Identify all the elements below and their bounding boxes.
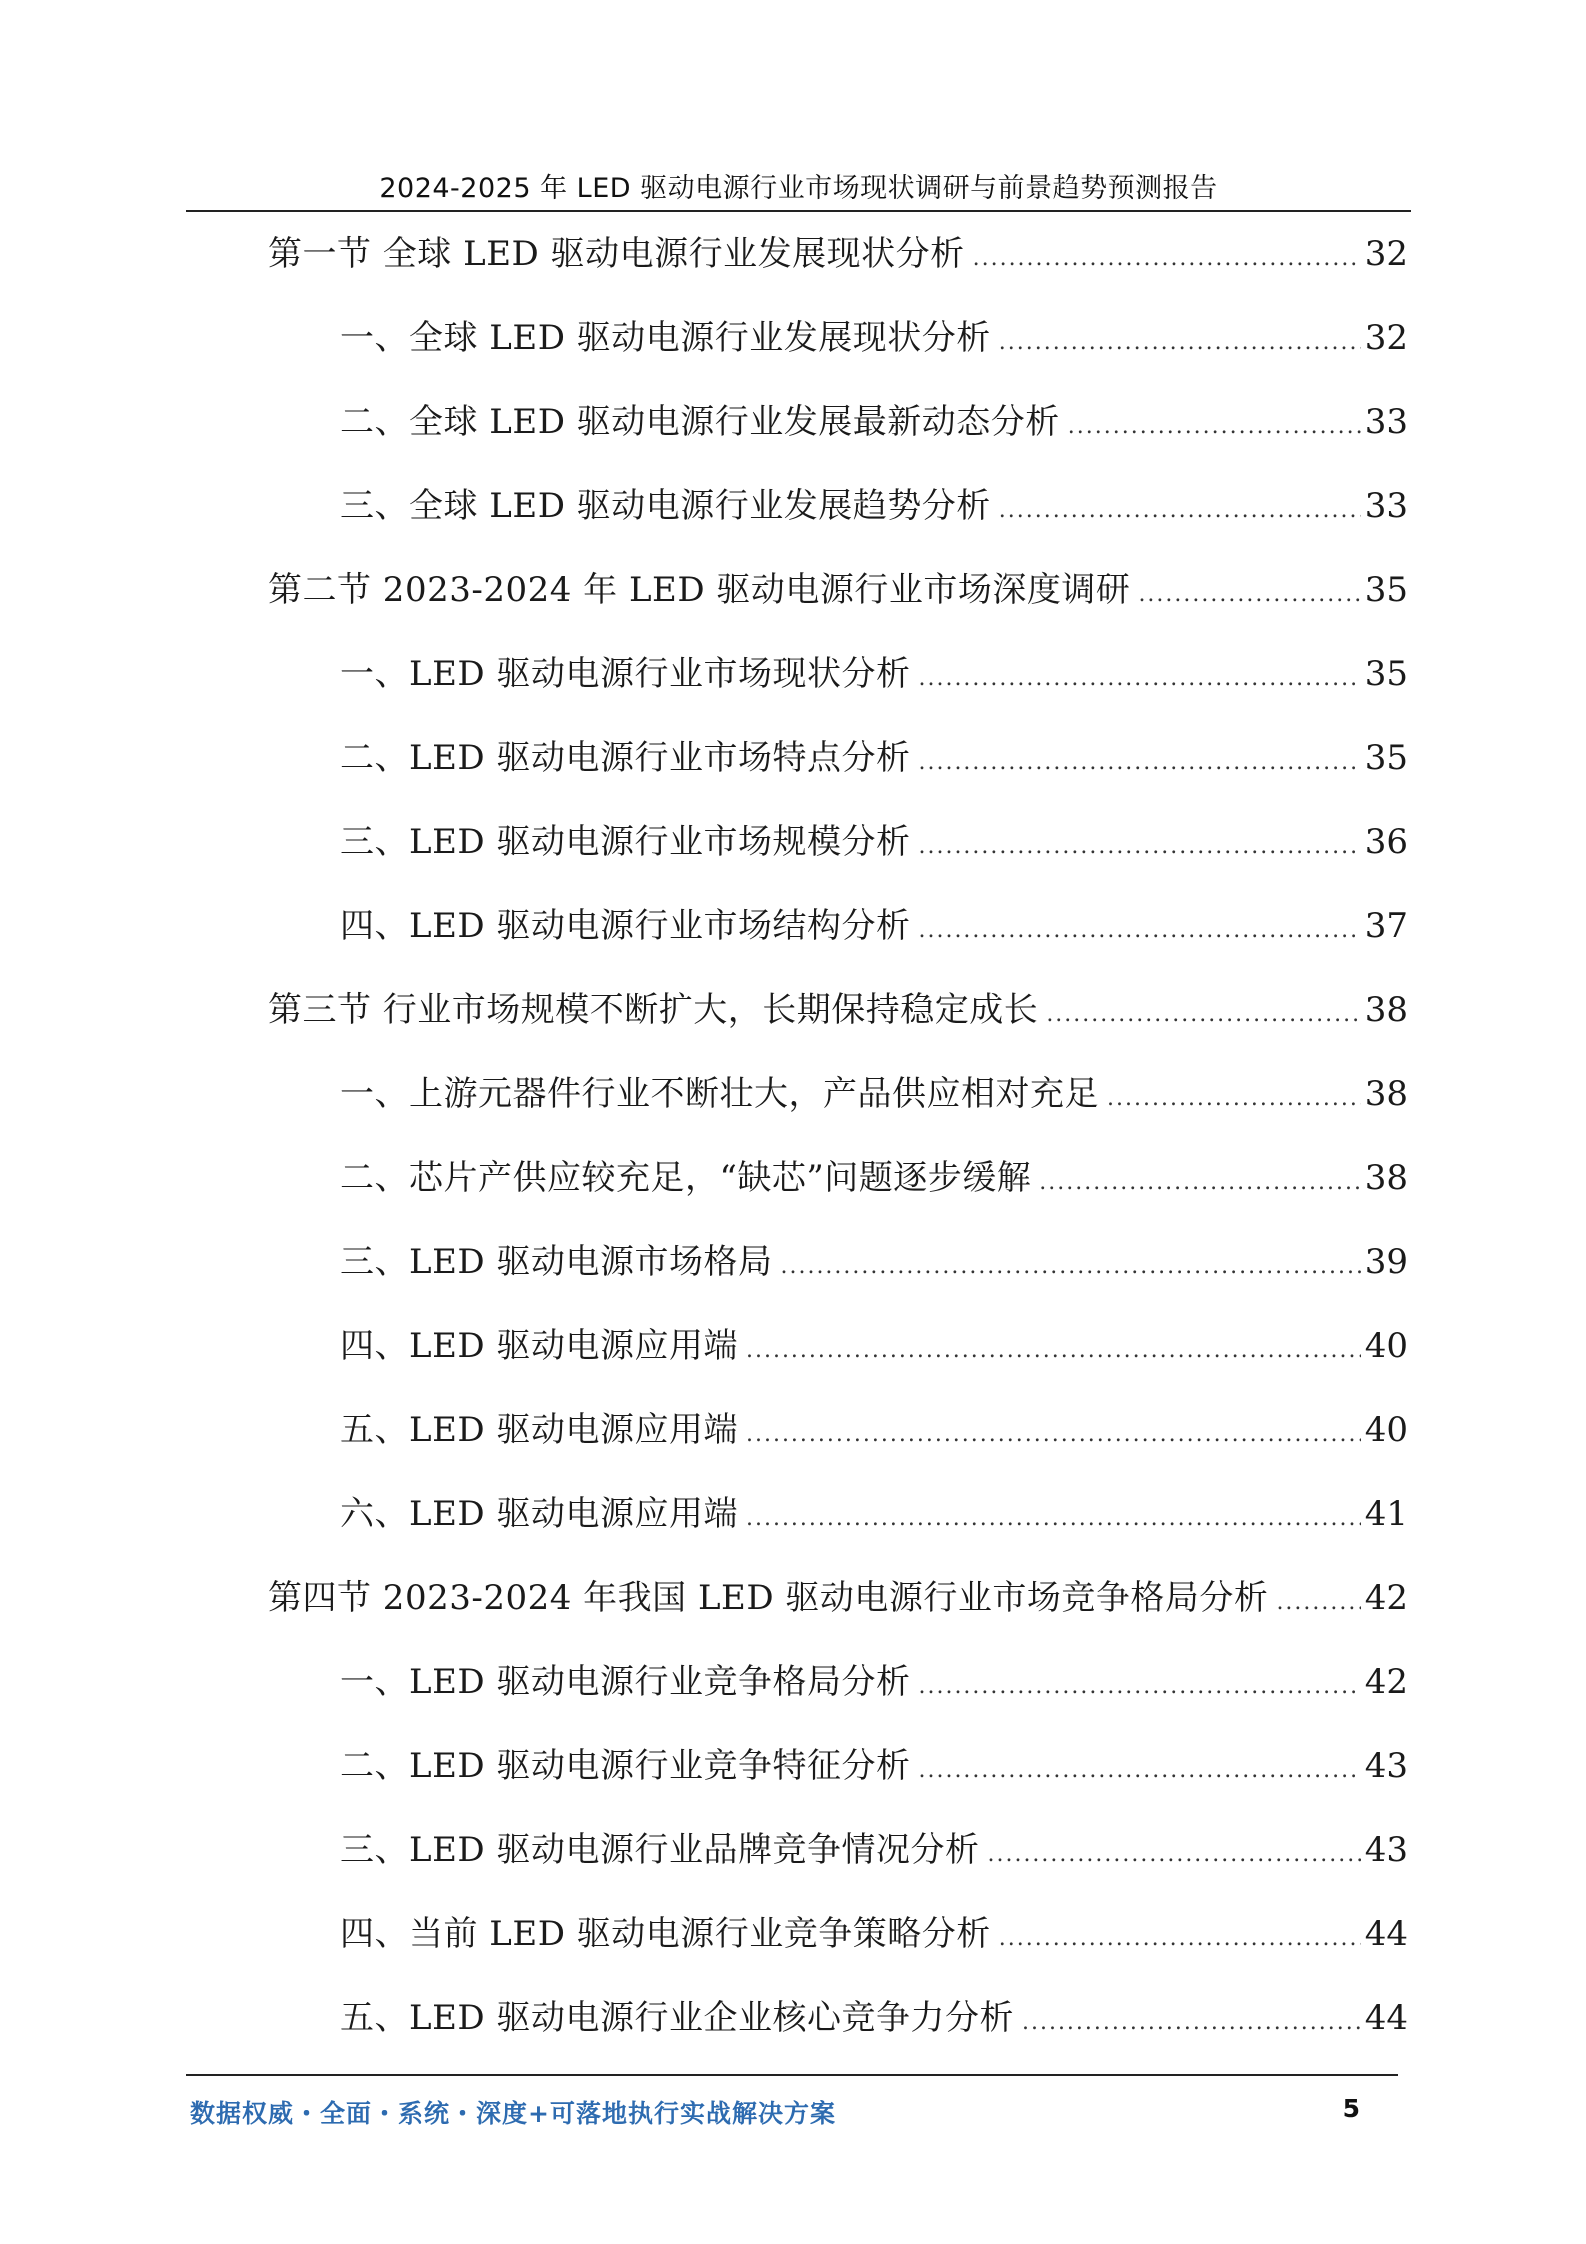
toc-page-number: 33 [1364,486,1408,526]
toc-entry-section[interactable] [268,229,1408,279]
toc-entry-label: 第四节 2023-2024 年我国 LED 驱动电源行业市场竞争格局分析 [268,1578,1269,1618]
toc-dot-leader [1046,990,1360,1040]
toc-page-number: 44 [1364,1998,1408,2038]
toc-page-number: 35 [1364,570,1408,610]
toc-page-number: 43 [1364,1830,1408,1870]
toc-entry-label: 三、LED 驱动电源行业品牌竞争情况分析 [340,1830,980,1870]
toc-entry-subsection[interactable] [340,1069,1408,1119]
toc-entry-subsection[interactable] [340,397,1408,447]
toc-page-number: 40 [1364,1410,1408,1450]
toc-dot-leader [1107,1074,1361,1124]
toc-entry-label: 三、LED 驱动电源市场格局 [340,1242,773,1282]
toc-page-number: 32 [1364,318,1408,358]
toc-dot-leader [987,1830,1360,1880]
toc-page-number: 44 [1364,1914,1408,1954]
toc-entry-subsection[interactable] [340,313,1408,363]
toc-page-number: 36 [1364,822,1408,862]
toc-entry-subsection[interactable] [340,481,1408,531]
toc-dot-leader [999,318,1361,368]
toc-dot-leader [1068,402,1361,452]
toc-entry-label: 第二节 2023-2024 年 LED 驱动电源行业市场深度调研 [268,570,1131,610]
toc-dot-leader [918,654,1360,704]
toc-entry-section[interactable] [268,985,1408,1035]
toc-dot-leader [999,1914,1361,1964]
toc-page-number: 35 [1364,738,1408,778]
toc-dot-leader [918,1662,1360,1712]
toc-entry-subsection[interactable] [340,733,1408,783]
toc-page-number: 38 [1364,1074,1408,1114]
toc-entry-label: 四、LED 驱动电源应用端 [340,1326,738,1366]
toc-entry-subsection[interactable] [340,1153,1408,1203]
toc-entry-subsection[interactable] [340,1909,1408,1959]
toc-page-number: 38 [1364,1158,1408,1198]
toc-entry-label: 五、LED 驱动电源行业企业核心竞争力分析 [340,1998,1014,2038]
toc-entry-label: 五、LED 驱动电源应用端 [340,1410,738,1450]
toc-entry-label: 二、芯片产供应较充足，“缺芯”问题逐步缓解 [340,1158,1032,1198]
toc-entry-label: 第三节 行业市场规模不断扩大，长期保持稳定成长 [268,990,1039,1030]
toc-entry-subsection[interactable] [340,901,1408,951]
toc-page-number: 39 [1364,1242,1408,1282]
toc-entry-subsection[interactable] [340,1825,1408,1875]
toc-page-number: 35 [1364,654,1408,694]
toc-entry-label: 一、LED 驱动电源行业竞争格局分析 [340,1662,911,1702]
toc-entry-subsection[interactable] [340,1405,1408,1455]
toc-dot-leader [746,1494,1361,1544]
toc-entry-subsection[interactable] [340,1657,1408,1707]
toc-entry-subsection[interactable] [340,1321,1408,1371]
toc-entry-section[interactable] [268,565,1408,615]
toc-dot-leader [1276,1578,1360,1628]
toc-dot-leader [1138,570,1360,620]
toc-page-number: 40 [1364,1326,1408,1366]
toc-page-number: 42 [1364,1578,1408,1618]
page-number: 5 [1342,2094,1360,2123]
toc-entry-label: 四、LED 驱动电源行业市场结构分析 [340,906,911,946]
report-title: 2024-2025 年 LED 驱动电源行业市场现状调研与前景趋势预测报告 [379,173,1218,204]
toc-entry-subsection[interactable] [340,817,1408,867]
toc-entry-subsection[interactable] [340,1237,1408,1287]
toc-entry-subsection[interactable] [340,1741,1408,1791]
toc-entry-label: 一、LED 驱动电源行业市场现状分析 [340,654,911,694]
toc-entry-label: 四、当前 LED 驱动电源行业竞争策略分析 [340,1914,991,1954]
toc-dot-leader [918,906,1360,956]
toc-entry-label: 三、LED 驱动电源行业市场规模分析 [340,822,911,862]
toc-page-number: 42 [1364,1662,1408,1702]
toc-entry-label: 二、全球 LED 驱动电源行业发展最新动态分析 [340,402,1060,442]
toc-dot-leader [973,234,1361,284]
toc-entry-label: 第一节 全球 LED 驱动电源行业发展现状分析 [268,234,965,274]
toc-page-number: 32 [1364,234,1408,274]
footer-divider [186,2074,1398,2076]
toc-entry-label: 一、上游元器件行业不断壮大，产品供应相对充足 [340,1074,1099,1114]
toc-entry-subsection[interactable] [340,1489,1408,1539]
toc-dot-leader [918,738,1360,788]
toc-entry-section[interactable] [268,1573,1408,1623]
toc-page-number: 37 [1364,906,1408,946]
toc-dot-leader [1039,1158,1360,1208]
toc-entry-label: 二、LED 驱动电源行业竞争特征分析 [340,1746,911,1786]
toc-page-number: 43 [1364,1746,1408,1786]
toc-dot-leader [918,1746,1360,1796]
toc-dot-leader [918,822,1360,872]
toc-entry-label: 六、LED 驱动电源应用端 [340,1494,738,1534]
toc-entry-label: 一、全球 LED 驱动电源行业发展现状分析 [340,318,991,358]
toc-page-number: 38 [1364,990,1408,1030]
toc-dot-leader [780,1242,1360,1292]
toc-dot-leader [746,1410,1361,1460]
toc-dot-leader [999,486,1361,536]
toc-entry-label: 三、全球 LED 驱动电源行业发展趋势分析 [340,486,991,526]
toc-entry-subsection[interactable] [340,1993,1408,2043]
toc-entry-subsection[interactable] [340,649,1408,699]
toc-dot-leader [1022,1998,1361,2048]
footer-slogan: 数据权威・全面・系统・深度+可落地执行实战解决方案 [190,2099,836,2128]
toc-entry-label: 二、LED 驱动电源行业市场特点分析 [340,738,911,778]
toc-dot-leader [746,1326,1361,1376]
toc-page-number: 33 [1364,402,1408,442]
toc-page-number: 41 [1364,1494,1408,1534]
